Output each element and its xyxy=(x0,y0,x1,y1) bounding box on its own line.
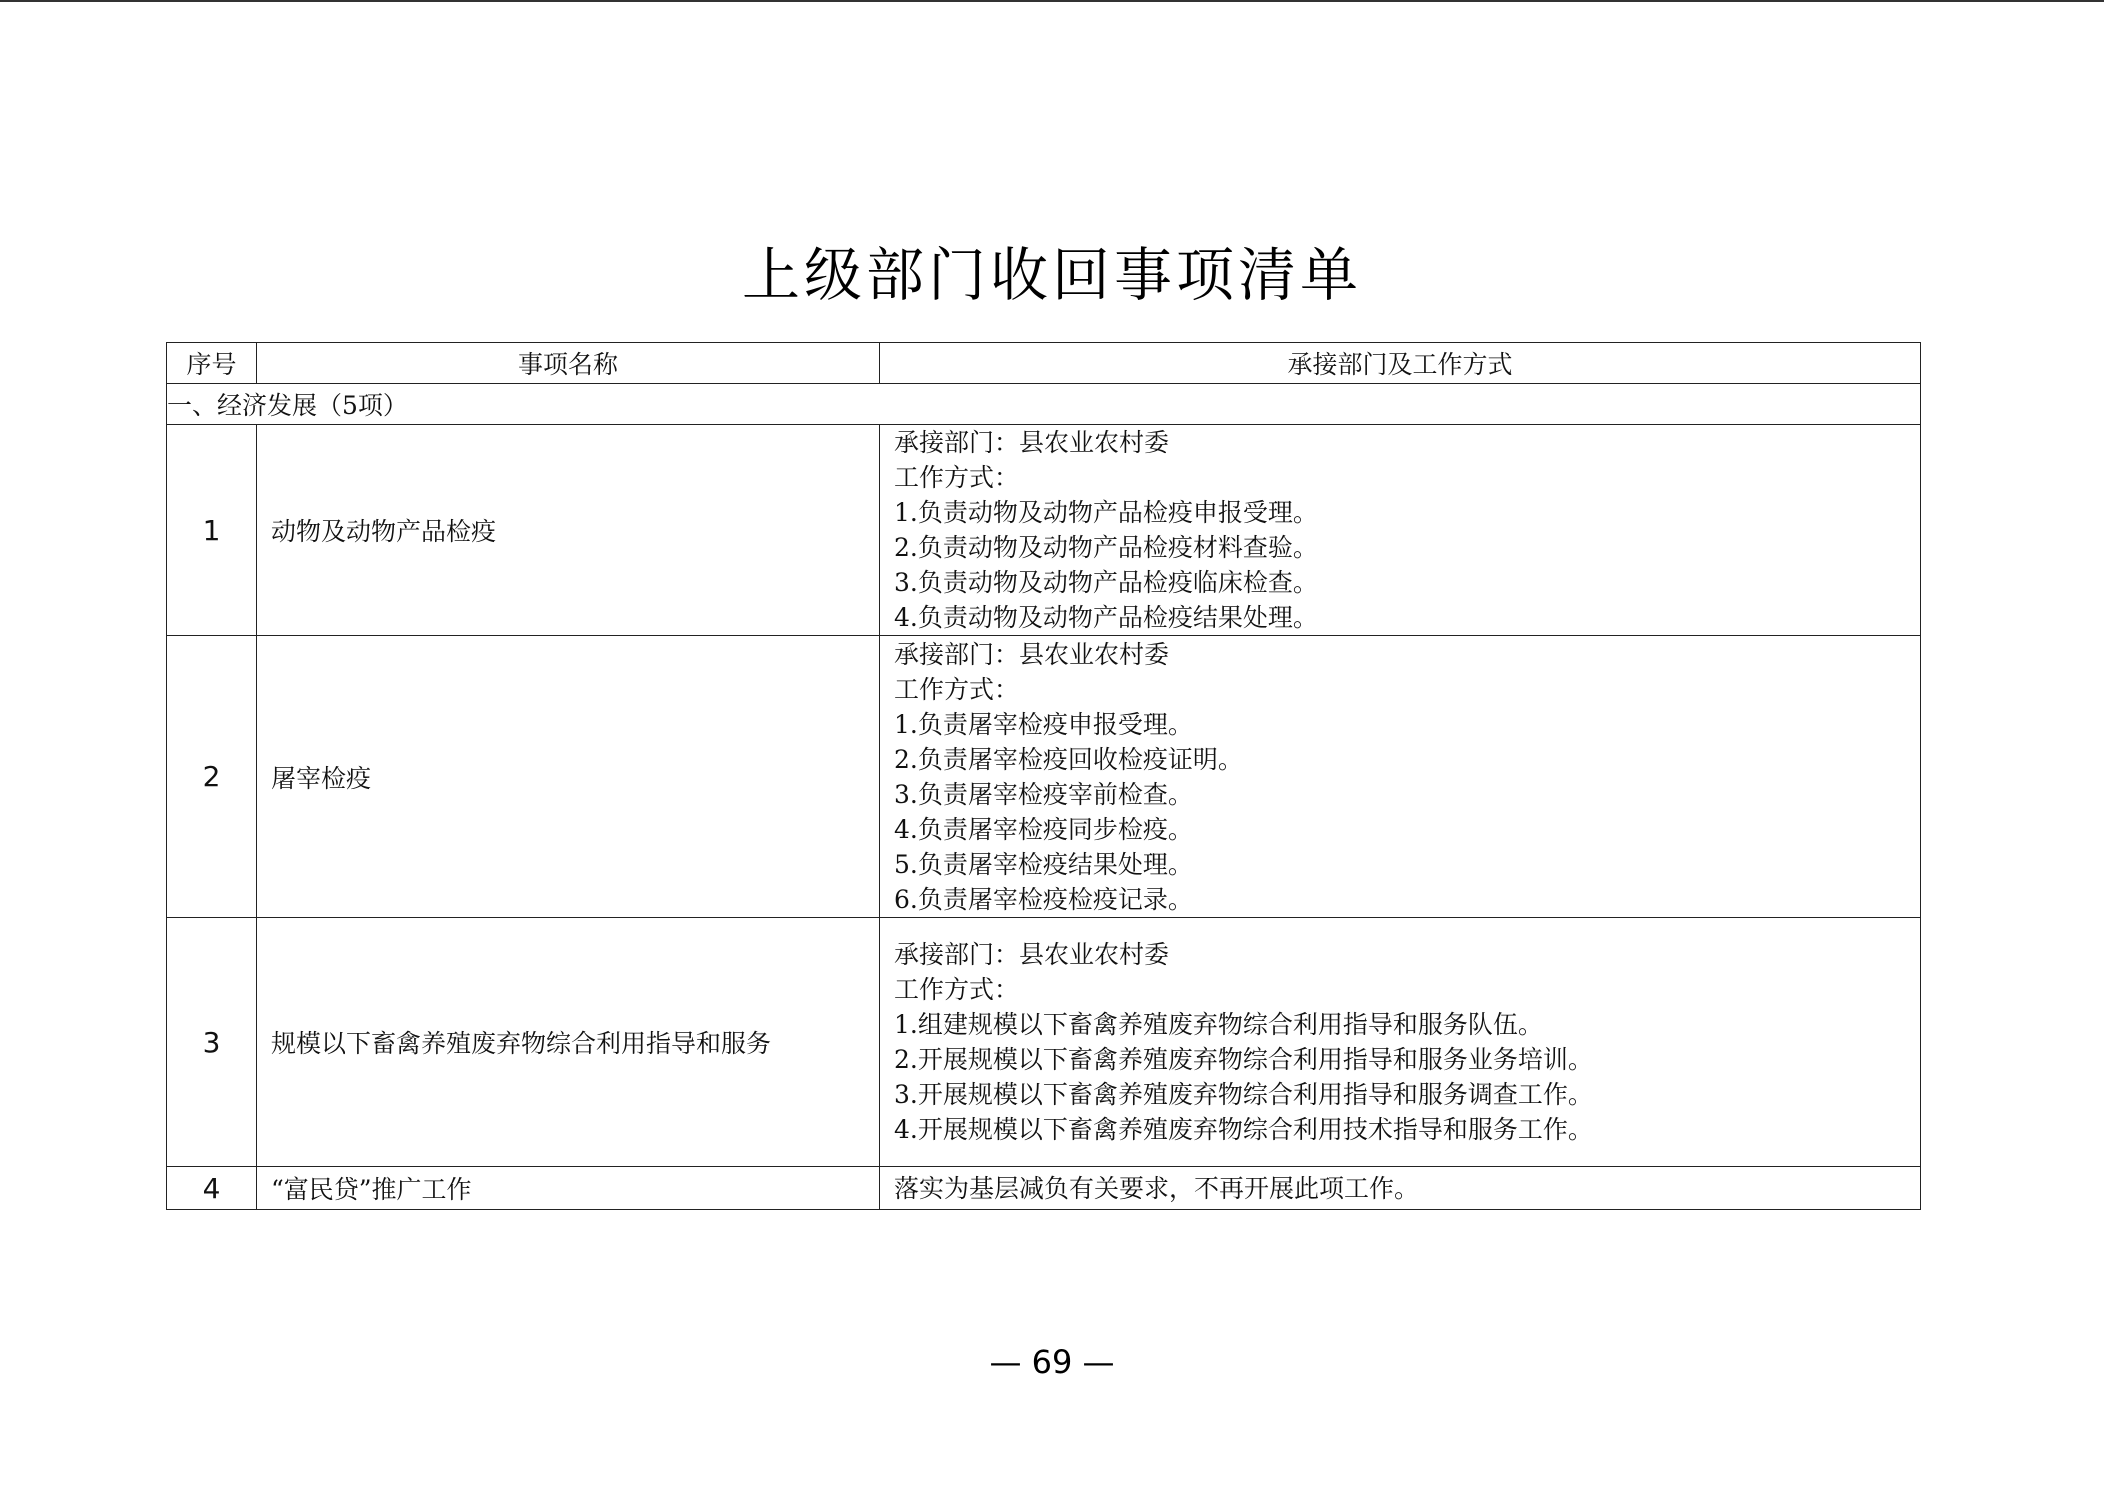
method-line: 承接部门：县农业农村委 xyxy=(894,428,1170,457)
row-department-and-method xyxy=(880,918,1921,1167)
top-border-line xyxy=(0,0,2104,2)
method-line: 1.组建规模以下畜禽养殖废弃物综合利用指导和服务队伍。 xyxy=(894,1010,1543,1039)
method-line: 1.负责动物及动物产品检疫申报受理。 xyxy=(894,498,1318,527)
method-line: 6.负责屠宰检疫检疫记录。 xyxy=(894,884,1193,914)
method-line: 落实为基层减负有关要求，不再开展此项工作。 xyxy=(894,1173,1420,1203)
table-row xyxy=(167,1167,1921,1210)
row-item-name: 规模以下畜禽养殖废弃物综合利用指导和服务 xyxy=(257,918,880,1167)
method-line: 1.负责屠宰检疫申报受理。 xyxy=(894,709,1193,739)
page-title: 上级部门收回事项清单 xyxy=(741,241,1362,309)
page-number: — 69 — xyxy=(989,1343,1115,1381)
method-line: 工作方式： xyxy=(894,975,1020,1004)
method-line: 2.负责屠宰检疫回收检疫证明。 xyxy=(894,744,1243,774)
method-line: 2.负责动物及动物产品检疫材料查验。 xyxy=(894,533,1318,562)
row-item-name: “富民贷”推广工作 xyxy=(257,1167,880,1210)
table-row xyxy=(167,636,1921,918)
row-number: 1 xyxy=(167,425,257,636)
method-line: 工作方式： xyxy=(894,463,1020,492)
row-number: 2 xyxy=(167,636,257,918)
table-row xyxy=(167,425,1921,636)
recalled-items-table xyxy=(166,342,1921,1210)
method-line: 3.负责屠宰检疫宰前检查。 xyxy=(894,779,1193,809)
method-line: 承接部门：县农业农村委 xyxy=(894,940,1170,969)
header-item-name: 事项名称 xyxy=(257,343,880,384)
method-line: 工作方式： xyxy=(894,674,1020,704)
method-line: 3.开展规模以下畜禽养殖废弃物综合利用指导和服务调查工作。 xyxy=(894,1080,1593,1109)
table-row xyxy=(167,918,1921,1167)
header-department-and-method: 承接部门及工作方式 xyxy=(880,343,1921,384)
method-line: 承接部门：县农业农村委 xyxy=(894,639,1170,669)
method-line: 4.开展规模以下畜禽养殖废弃物综合利用技术指导和服务工作。 xyxy=(894,1115,1593,1144)
section-heading: 一、经济发展（5项） xyxy=(167,384,1921,425)
method-line: 2.开展规模以下畜禽养殖废弃物综合利用指导和服务业务培训。 xyxy=(894,1045,1593,1074)
row-department-and-method xyxy=(880,636,1921,918)
row-number: 3 xyxy=(167,918,257,1167)
row-item-name: 屠宰检疫 xyxy=(257,636,880,918)
method-line: 3.负责动物及动物产品检疫临床检查。 xyxy=(894,568,1318,597)
section-row xyxy=(167,384,1921,425)
table-header-row xyxy=(167,343,1921,384)
method-line: 4.负责动物及动物产品检疫结果处理。 xyxy=(894,603,1318,632)
row-item-name: 动物及动物产品检疫 xyxy=(257,425,880,636)
method-line: 4.负责屠宰检疫同步检疫。 xyxy=(894,814,1193,844)
row-department-and-method xyxy=(880,1167,1921,1210)
method-line: 5.负责屠宰检疫结果处理。 xyxy=(894,849,1193,879)
row-number: 4 xyxy=(167,1167,257,1210)
row-department-and-method xyxy=(880,425,1921,636)
header-serial-number: 序号 xyxy=(167,343,257,384)
